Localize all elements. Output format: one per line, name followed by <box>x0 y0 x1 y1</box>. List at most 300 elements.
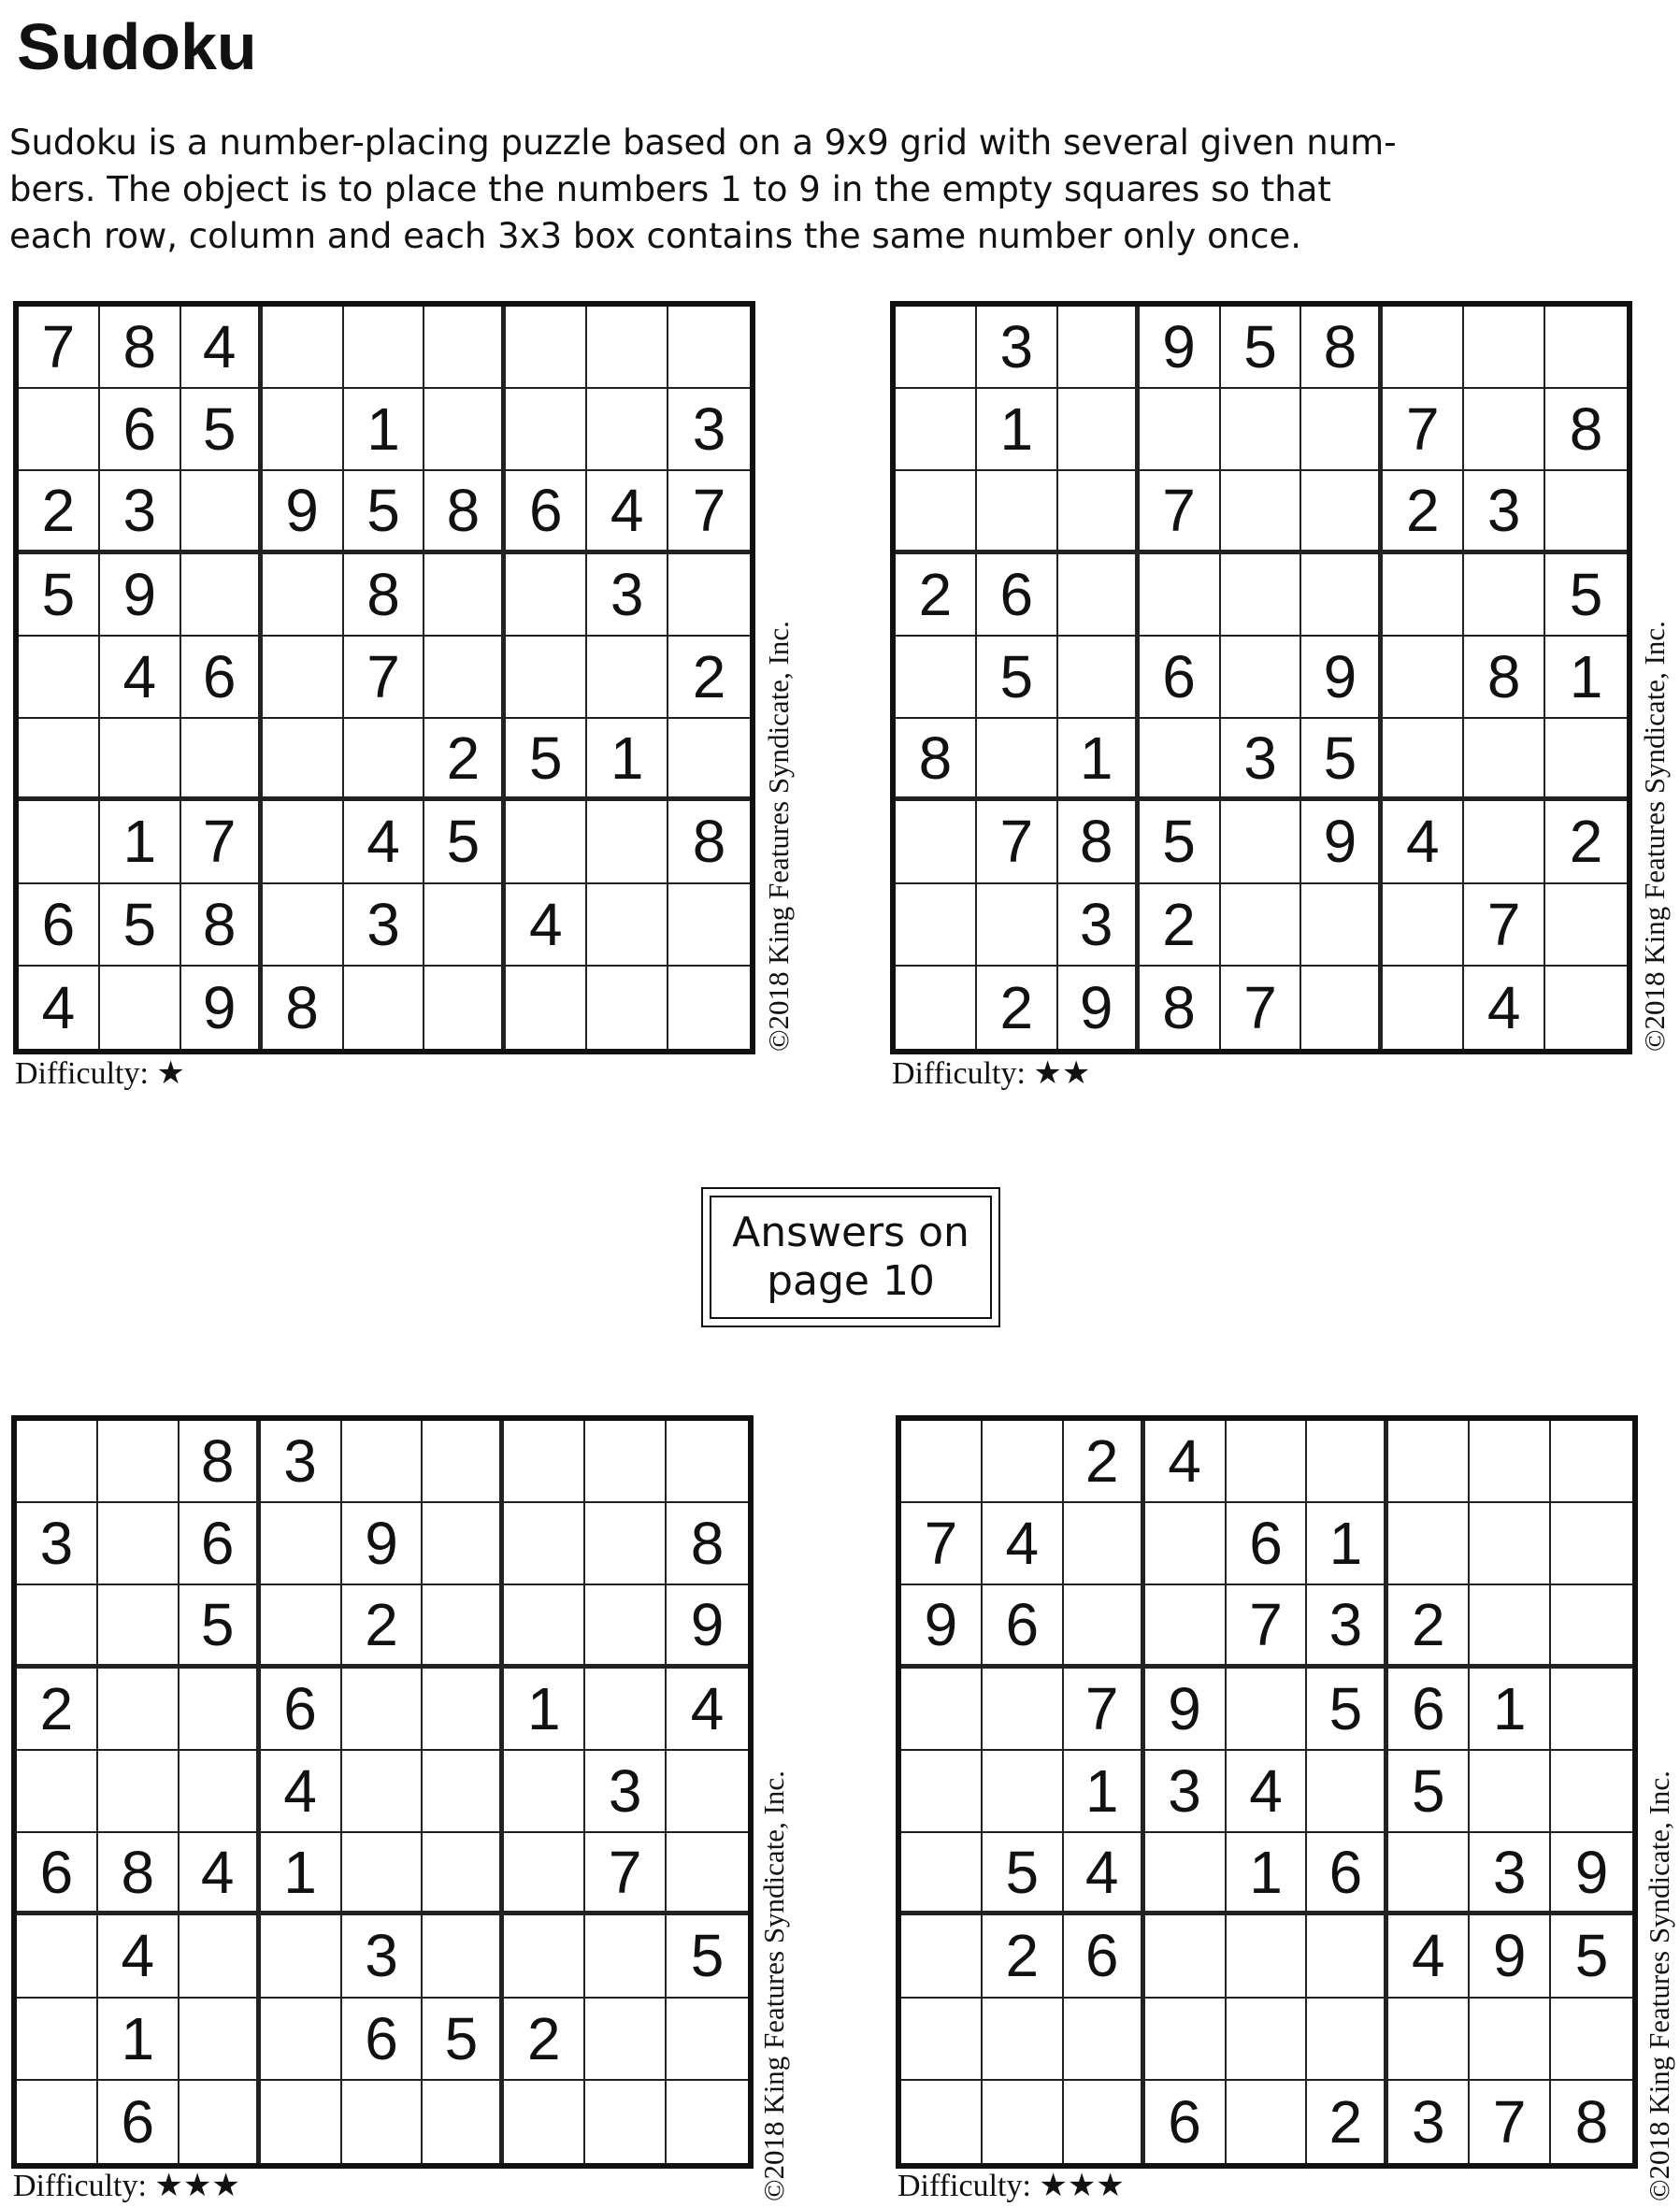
sudoku-empty-cell[interactable] <box>19 389 100 471</box>
sudoku-empty-cell[interactable] <box>98 1669 179 1751</box>
sudoku-empty-cell[interactable] <box>342 1421 424 1503</box>
sudoku-empty-cell[interactable] <box>587 967 668 1049</box>
sudoku-empty-cell[interactable] <box>1301 967 1383 1049</box>
copyright-label-4: ©2018 King Features Syndicate, Inc. <box>1643 1770 1675 2201</box>
sudoku-empty-cell[interactable] <box>1383 637 1464 719</box>
sudoku-given-cell: 4 <box>98 1915 179 1998</box>
sudoku-grid-2[interactable] <box>890 301 1632 1054</box>
sudoku-given-cell: 7 <box>1064 1669 1145 1751</box>
sudoku-empty-cell[interactable] <box>17 1421 98 1503</box>
sudoku-empty-cell[interactable] <box>506 637 587 719</box>
sudoku-empty-cell[interactable] <box>668 967 750 1049</box>
sudoku-empty-cell[interactable] <box>181 471 263 553</box>
sudoku-given-cell: 5 <box>983 1833 1064 1915</box>
sudoku-empty-cell[interactable] <box>1383 967 1464 1049</box>
sudoku-given-cell: 9 <box>901 1585 983 1668</box>
sudoku-empty-cell[interactable] <box>1551 1585 1632 1668</box>
sudoku-given-cell: 8 <box>181 884 263 967</box>
sudoku-empty-cell[interactable] <box>424 884 506 967</box>
sudoku-given-cell: 6 <box>983 1585 1064 1668</box>
sudoku-empty-cell[interactable] <box>263 884 344 967</box>
sudoku-empty-cell[interactable] <box>261 1585 342 1668</box>
sudoku-empty-cell[interactable] <box>181 719 263 801</box>
sudoku-empty-cell[interactable] <box>1221 554 1302 637</box>
sudoku-given-cell: 7 <box>901 1503 983 1585</box>
sudoku-empty-cell[interactable] <box>1470 1421 1551 1503</box>
sudoku-empty-cell[interactable] <box>179 1751 261 1833</box>
sudoku-given-cell: 3 <box>668 389 750 471</box>
difficulty-label-3: Difficulty: ★★★ <box>13 2169 240 2203</box>
sudoku-empty-cell[interactable] <box>504 1503 585 1585</box>
sudoku-empty-cell[interactable] <box>263 801 344 883</box>
sudoku-empty-cell[interactable] <box>19 719 100 801</box>
sudoku-empty-cell[interactable] <box>1383 719 1464 801</box>
sudoku-given-cell: 5 <box>1307 1669 1388 1751</box>
sudoku-empty-cell[interactable] <box>423 1751 504 1833</box>
sudoku-empty-cell[interactable] <box>1058 471 1140 553</box>
sudoku-empty-cell[interactable] <box>19 637 100 719</box>
sudoku-empty-cell[interactable] <box>1145 1585 1227 1668</box>
sudoku-given-cell: 2 <box>1140 884 1221 967</box>
sudoku-empty-cell[interactable] <box>1383 307 1464 389</box>
sudoku-empty-cell[interactable] <box>179 1669 261 1751</box>
sudoku-empty-cell[interactable] <box>1058 554 1140 637</box>
sudoku-empty-cell[interactable] <box>100 967 181 1049</box>
sudoku-given-cell: 1 <box>1064 1751 1145 1833</box>
sudoku-empty-cell[interactable] <box>1464 389 1545 471</box>
sudoku-empty-cell[interactable] <box>263 307 344 389</box>
intro-line: bers. The object is to place the numbers 1 to 9 in the empty squares so that <box>9 169 1331 209</box>
sudoku-empty-cell[interactable] <box>424 967 506 1049</box>
sudoku-empty-cell[interactable] <box>901 1421 983 1503</box>
sudoku-empty-cell[interactable] <box>424 389 506 471</box>
sudoku-given-cell: 3 <box>100 471 181 553</box>
sudoku-empty-cell[interactable] <box>1307 1421 1388 1503</box>
sudoku-empty-cell[interactable] <box>1545 884 1627 967</box>
answers-box-inner <box>710 1196 992 1319</box>
sudoku-empty-cell[interactable] <box>1227 1669 1308 1751</box>
sudoku-empty-cell[interactable] <box>1221 637 1302 719</box>
sudoku-given-cell: 8 <box>1545 389 1627 471</box>
sudoku-empty-cell[interactable] <box>901 1833 983 1915</box>
sudoku-given-cell: 1 <box>977 389 1058 471</box>
sudoku-empty-cell[interactable] <box>1470 1503 1551 1585</box>
sudoku-empty-cell[interactable] <box>19 801 100 883</box>
sudoku-empty-cell[interactable] <box>504 1751 585 1833</box>
sudoku-given-cell: 5 <box>1545 554 1627 637</box>
sudoku-given-cell: 4 <box>1227 1751 1308 1833</box>
sudoku-empty-cell[interactable] <box>983 1751 1064 1833</box>
sudoku-given-cell: 5 <box>100 884 181 967</box>
sudoku-given-cell: 9 <box>100 554 181 637</box>
sudoku-empty-cell[interactable] <box>181 554 263 637</box>
sudoku-given-cell: 8 <box>1464 637 1545 719</box>
sudoku-empty-cell[interactable] <box>1545 719 1627 801</box>
sudoku-given-cell: 5 <box>1221 307 1302 389</box>
sudoku-empty-cell[interactable] <box>667 2081 748 2163</box>
sudoku-given-cell: 2 <box>983 1915 1064 1998</box>
sudoku-empty-cell[interactable] <box>587 884 668 967</box>
sudoku-empty-cell[interactable] <box>342 1751 424 1833</box>
sudoku-empty-cell[interactable] <box>585 2081 667 2163</box>
sudoku-given-cell: 5 <box>506 719 587 801</box>
sudoku-empty-cell[interactable] <box>506 554 587 637</box>
sudoku-given-cell: 8 <box>1058 801 1140 883</box>
copyright-label-3: ©2018 King Features Syndicate, Inc. <box>757 1770 790 2201</box>
answers-line: page 10 <box>767 1257 935 1305</box>
sudoku-given-cell: 5 <box>423 1999 504 2081</box>
sudoku-empty-cell[interactable] <box>668 719 750 801</box>
sudoku-given-cell: 6 <box>1140 637 1221 719</box>
answers-line: Answers on <box>732 1209 969 1256</box>
sudoku-given-cell: 6 <box>261 1669 342 1751</box>
sudoku-empty-cell[interactable] <box>668 884 750 967</box>
sudoku-given-cell: 3 <box>344 884 425 967</box>
sudoku-empty-cell[interactable] <box>896 801 977 883</box>
sudoku-empty-cell[interactable] <box>667 1421 748 1503</box>
sudoku-empty-cell[interactable] <box>1307 1999 1388 2081</box>
sudoku-empty-cell[interactable] <box>424 637 506 719</box>
sudoku-empty-cell[interactable] <box>1307 1751 1388 1833</box>
sudoku-empty-cell[interactable] <box>17 1999 98 2081</box>
sudoku-empty-cell[interactable] <box>1388 1421 1470 1503</box>
sudoku-empty-cell[interactable] <box>504 1421 585 1503</box>
sudoku-empty-cell[interactable] <box>344 967 425 1049</box>
sudoku-empty-cell[interactable] <box>1551 1421 1632 1503</box>
sudoku-given-cell: 2 <box>977 967 1058 1049</box>
sudoku-empty-cell[interactable] <box>896 967 977 1049</box>
sudoku-given-cell: 4 <box>261 1751 342 1833</box>
sudoku-empty-cell[interactable] <box>261 2081 342 2163</box>
sudoku-given-cell: 9 <box>181 967 263 1049</box>
sudoku-empty-cell[interactable] <box>342 1833 424 1915</box>
sudoku-given-cell: 1 <box>587 719 668 801</box>
copyright-label-2: ©2018 King Features Syndicate, Inc. <box>1638 621 1671 1052</box>
sudoku-empty-cell[interactable] <box>423 1669 504 1751</box>
difficulty-label-4: Difficulty: ★★★ <box>897 2169 1125 2203</box>
sudoku-given-cell: 2 <box>19 471 100 553</box>
sudoku-empty-cell[interactable] <box>179 2081 261 2163</box>
sudoku-given-cell: 2 <box>342 1585 424 1668</box>
sudoku-empty-cell[interactable] <box>17 2081 98 2163</box>
sudoku-given-cell: 2 <box>1545 801 1627 883</box>
sudoku-given-cell: 1 <box>344 389 425 471</box>
sudoku-empty-cell[interactable] <box>983 1421 1064 1503</box>
sudoku-empty-cell[interactable] <box>901 1751 983 1833</box>
sudoku-empty-cell[interactable] <box>1545 967 1627 1049</box>
sudoku-empty-cell[interactable] <box>983 1669 1064 1751</box>
sudoku-empty-cell[interactable] <box>1221 389 1302 471</box>
sudoku-empty-cell[interactable] <box>1140 554 1221 637</box>
sudoku-given-cell: 9 <box>1470 1915 1551 1998</box>
sudoku-empty-cell[interactable] <box>179 1915 261 1998</box>
sudoku-empty-cell[interactable] <box>1464 554 1545 637</box>
sudoku-empty-cell[interactable] <box>1383 884 1464 967</box>
sudoku-empty-cell[interactable] <box>261 1915 342 1998</box>
sudoku-empty-cell[interactable] <box>667 1833 748 1915</box>
sudoku-given-cell: 8 <box>668 801 750 883</box>
sudoku-empty-cell[interactable] <box>1551 1669 1632 1751</box>
sudoku-empty-cell[interactable] <box>423 1833 504 1915</box>
sudoku-given-cell: 9 <box>667 1585 748 1668</box>
sudoku-empty-cell[interactable] <box>896 637 977 719</box>
sudoku-given-cell: 9 <box>1058 967 1140 1049</box>
sudoku-empty-cell[interactable] <box>1551 1503 1632 1585</box>
sudoku-empty-cell[interactable] <box>423 1503 504 1585</box>
sudoku-empty-cell[interactable] <box>423 1915 504 1998</box>
sudoku-given-cell: 6 <box>98 2081 179 2163</box>
sudoku-empty-cell[interactable] <box>1227 1915 1308 1998</box>
sudoku-given-cell: 2 <box>668 637 750 719</box>
sudoku-empty-cell[interactable] <box>1470 1999 1551 2081</box>
sudoku-empty-cell[interactable] <box>179 1999 261 2081</box>
sudoku-given-cell: 9 <box>1301 637 1383 719</box>
sudoku-empty-cell[interactable] <box>344 719 425 801</box>
sudoku-given-cell: 3 <box>1221 719 1302 801</box>
sudoku-given-cell: 7 <box>1464 884 1545 967</box>
sudoku-given-cell: 8 <box>1140 967 1221 1049</box>
sudoku-empty-cell[interactable] <box>98 1503 179 1585</box>
sudoku-given-cell: 6 <box>100 389 181 471</box>
sudoku-empty-cell[interactable] <box>667 1751 748 1833</box>
sudoku-empty-cell[interactable] <box>504 1585 585 1668</box>
sudoku-empty-cell[interactable] <box>667 1999 748 2081</box>
sudoku-empty-cell[interactable] <box>1064 1585 1145 1668</box>
sudoku-given-cell: 7 <box>181 801 263 883</box>
sudoku-given-cell: 7 <box>1383 389 1464 471</box>
sudoku-empty-cell[interactable] <box>1145 1999 1227 2081</box>
sudoku-empty-cell[interactable] <box>585 1585 667 1668</box>
sudoku-empty-cell[interactable] <box>342 2081 424 2163</box>
sudoku-given-cell: 4 <box>1064 1833 1145 1915</box>
sudoku-given-cell: 5 <box>977 637 1058 719</box>
sudoku-empty-cell[interactable] <box>901 1669 983 1751</box>
sudoku-given-cell: 6 <box>506 471 587 553</box>
sudoku-given-cell: 2 <box>1388 1585 1470 1668</box>
sudoku-empty-cell[interactable] <box>585 1999 667 2081</box>
sudoku-empty-cell[interactable] <box>1545 307 1627 389</box>
sudoku-empty-cell[interactable] <box>896 307 977 389</box>
sudoku-grid-1[interactable] <box>13 301 755 1054</box>
sudoku-empty-cell[interactable] <box>1551 1751 1632 1833</box>
sudoku-empty-cell[interactable] <box>423 1421 504 1503</box>
sudoku-empty-cell[interactable] <box>1058 637 1140 719</box>
sudoku-given-cell: 7 <box>585 1833 667 1915</box>
sudoku-grid-3[interactable] <box>11 1415 754 2169</box>
sudoku-empty-cell[interactable] <box>1464 801 1545 883</box>
sudoku-given-cell: 9 <box>1551 1833 1632 1915</box>
sudoku-empty-cell[interactable] <box>1064 1999 1145 2081</box>
sudoku-given-cell: 6 <box>1307 1833 1388 1915</box>
sudoku-given-cell: 3 <box>977 307 1058 389</box>
sudoku-empty-cell[interactable] <box>587 637 668 719</box>
sudoku-given-cell: 5 <box>424 801 506 883</box>
sudoku-given-cell: 2 <box>1064 1421 1145 1503</box>
sudoku-given-cell: 9 <box>263 471 344 553</box>
sudoku-given-cell: 4 <box>1464 967 1545 1049</box>
sudoku-given-cell: 8 <box>667 1503 748 1585</box>
sudoku-empty-cell[interactable] <box>1221 471 1302 553</box>
sudoku-empty-cell[interactable] <box>896 471 977 553</box>
sudoku-empty-cell[interactable] <box>1058 307 1140 389</box>
sudoku-empty-cell[interactable] <box>1058 389 1140 471</box>
sudoku-given-cell: 1 <box>1227 1833 1308 1915</box>
sudoku-empty-cell[interactable] <box>424 554 506 637</box>
sudoku-empty-cell[interactable] <box>1388 1503 1470 1585</box>
sudoku-given-cell: 4 <box>506 884 587 967</box>
sudoku-given-cell: 1 <box>98 1999 179 2081</box>
sudoku-empty-cell[interactable] <box>504 2081 585 2163</box>
sudoku-empty-cell[interactable] <box>1140 389 1221 471</box>
sudoku-given-cell: 2 <box>896 554 977 637</box>
sudoku-empty-cell[interactable] <box>1227 2081 1308 2163</box>
sudoku-empty-cell[interactable] <box>1464 719 1545 801</box>
sudoku-empty-cell[interactable] <box>1301 389 1383 471</box>
sudoku-empty-cell[interactable] <box>423 1585 504 1668</box>
sudoku-empty-cell[interactable] <box>1388 1999 1470 2081</box>
sudoku-grid-4[interactable] <box>896 1415 1638 2169</box>
sudoku-given-cell: 2 <box>1383 471 1464 553</box>
sudoku-given-cell: 6 <box>1227 1503 1308 1585</box>
sudoku-empty-cell[interactable] <box>983 1999 1064 2081</box>
sudoku-empty-cell[interactable] <box>585 1421 667 1503</box>
sudoku-given-cell: 2 <box>504 1999 585 2081</box>
sudoku-empty-cell[interactable] <box>261 1999 342 2081</box>
sudoku-empty-cell[interactable] <box>504 1915 585 1998</box>
sudoku-empty-cell[interactable] <box>100 719 181 801</box>
sudoku-given-cell: 4 <box>100 637 181 719</box>
sudoku-empty-cell[interactable] <box>342 1669 424 1751</box>
sudoku-empty-cell[interactable] <box>668 554 750 637</box>
sudoku-given-cell: 3 <box>342 1915 424 1998</box>
sudoku-given-cell: 1 <box>1307 1503 1388 1585</box>
sudoku-empty-cell[interactable] <box>1470 1585 1551 1668</box>
sudoku-empty-cell[interactable] <box>506 801 587 883</box>
sudoku-empty-cell[interactable] <box>261 1503 342 1585</box>
sudoku-empty-cell[interactable] <box>901 2081 983 2163</box>
sudoku-empty-cell[interactable] <box>585 1669 667 1751</box>
sudoku-given-cell: 3 <box>1470 1833 1551 1915</box>
sudoku-empty-cell[interactable] <box>1227 1999 1308 2081</box>
sudoku-empty-cell[interactable] <box>1145 1503 1227 1585</box>
sudoku-given-cell: 8 <box>1301 307 1383 389</box>
sudoku-empty-cell[interactable] <box>587 307 668 389</box>
sudoku-empty-cell[interactable] <box>1464 307 1545 389</box>
sudoku-empty-cell[interactable] <box>1227 1421 1308 1503</box>
sudoku-empty-cell[interactable] <box>1301 884 1383 967</box>
sudoku-given-cell: 8 <box>1574 2087 1609 2156</box>
sudoku-given-cell: 2 <box>424 719 506 801</box>
sudoku-given-cell: 5 <box>179 1585 261 1668</box>
sudoku-given-cell: 4 <box>179 1833 261 1915</box>
sudoku-empty-cell[interactable] <box>424 307 506 389</box>
sudoku-empty-cell[interactable] <box>17 1585 98 1668</box>
sudoku-empty-cell[interactable] <box>504 1833 585 1915</box>
sudoku-empty-cell[interactable] <box>1221 801 1302 883</box>
sudoku-given-cell: 7 <box>1470 2081 1551 2163</box>
sudoku-given-cell: 7 <box>1227 1585 1308 1668</box>
sudoku-empty-cell[interactable] <box>1140 719 1221 801</box>
sudoku-empty-cell[interactable] <box>901 1915 983 1998</box>
sudoku-given-cell: 3 <box>587 554 668 637</box>
sudoku-empty-cell[interactable] <box>1383 554 1464 637</box>
sudoku-empty-cell[interactable] <box>263 637 344 719</box>
sudoku-empty-cell[interactable] <box>896 389 977 471</box>
sudoku-empty-cell[interactable] <box>98 1585 179 1668</box>
sudoku-empty-cell[interactable] <box>1301 554 1383 637</box>
sudoku-empty-cell[interactable] <box>896 884 977 967</box>
intro-line: Sudoku is a number-placing puzzle based on a 9x9 grid with several given num- <box>9 122 1397 163</box>
sudoku-empty-cell[interactable] <box>506 307 587 389</box>
sudoku-given-cell: 4 <box>181 307 263 389</box>
sudoku-given-cell: 5 <box>181 389 263 471</box>
sudoku-given-cell: 1 <box>1545 637 1627 719</box>
sudoku-empty-cell[interactable] <box>977 719 1058 801</box>
sudoku-empty-cell[interactable] <box>1064 1503 1145 1585</box>
sudoku-empty-cell[interactable] <box>587 389 668 471</box>
sudoku-empty-cell[interactable] <box>263 389 344 471</box>
sudoku-empty-cell[interactable] <box>17 1751 98 1833</box>
sudoku-empty-cell[interactable] <box>17 1915 98 1998</box>
sudoku-empty-cell[interactable] <box>98 1751 179 1833</box>
sudoku-given-cell: 8 <box>179 1421 261 1503</box>
sudoku-empty-cell[interactable] <box>983 2081 1064 2163</box>
sudoku-empty-cell[interactable] <box>423 2081 504 2163</box>
sudoku-given-cell: 4 <box>983 1503 1064 1585</box>
sudoku-empty-cell[interactable] <box>98 1421 179 1503</box>
sudoku-empty-cell[interactable] <box>977 471 1058 553</box>
sudoku-given-cell: 7 <box>1140 471 1221 553</box>
sudoku-given-cell: 4 <box>19 967 100 1049</box>
sudoku-empty-cell[interactable] <box>1307 1915 1388 1998</box>
sudoku-empty-cell[interactable] <box>1145 1915 1227 1998</box>
sudoku-empty-cell[interactable] <box>1388 1833 1470 1915</box>
sudoku-given-cell: 6 <box>342 1999 424 2081</box>
sudoku-empty-cell[interactable] <box>1301 471 1383 553</box>
sudoku-given-cell: 2 <box>1307 2081 1388 2163</box>
sudoku-empty-cell[interactable] <box>1221 884 1302 967</box>
sudoku-given-cell: 3 <box>1307 1585 1388 1668</box>
sudoku-empty-cell[interactable] <box>1470 1751 1551 1833</box>
sudoku-empty-cell[interactable] <box>344 307 425 389</box>
sudoku-empty-cell[interactable] <box>585 1915 667 1998</box>
page-title: Sudoku <box>17 10 257 83</box>
sudoku-empty-cell[interactable] <box>901 1999 983 2081</box>
sudoku-empty-cell[interactable] <box>977 884 1058 967</box>
sudoku-given-cell: 8 <box>263 967 344 1049</box>
sudoku-empty-cell[interactable] <box>506 967 587 1049</box>
sudoku-given-cell: 7 <box>344 637 425 719</box>
sudoku-given-cell: 8 <box>424 471 506 553</box>
sudoku-empty-cell[interactable] <box>1064 2081 1145 2163</box>
sudoku-empty-cell[interactable] <box>263 554 344 637</box>
sudoku-given-cell: 6 <box>19 884 100 967</box>
sudoku-empty-cell[interactable] <box>587 801 668 883</box>
sudoku-given-cell: 1 <box>1470 1669 1551 1751</box>
sudoku-given-cell: 3 <box>1388 2081 1470 2163</box>
sudoku-empty-cell[interactable] <box>506 389 587 471</box>
sudoku-empty-cell[interactable] <box>585 1503 667 1585</box>
sudoku-empty-cell[interactable] <box>668 307 750 389</box>
sudoku-empty-cell[interactable] <box>263 719 344 801</box>
sudoku-given-cell: 5 <box>667 1915 748 1998</box>
sudoku-empty-cell[interactable] <box>1551 1999 1632 2081</box>
sudoku-given-cell: 6 <box>1388 1669 1470 1751</box>
sudoku-empty-cell[interactable] <box>1145 1833 1227 1915</box>
sudoku-empty-cell[interactable] <box>1545 471 1627 553</box>
sudoku-given-cell: 5 <box>19 554 100 637</box>
sudoku-given-cell: 5 <box>1551 1915 1632 1998</box>
